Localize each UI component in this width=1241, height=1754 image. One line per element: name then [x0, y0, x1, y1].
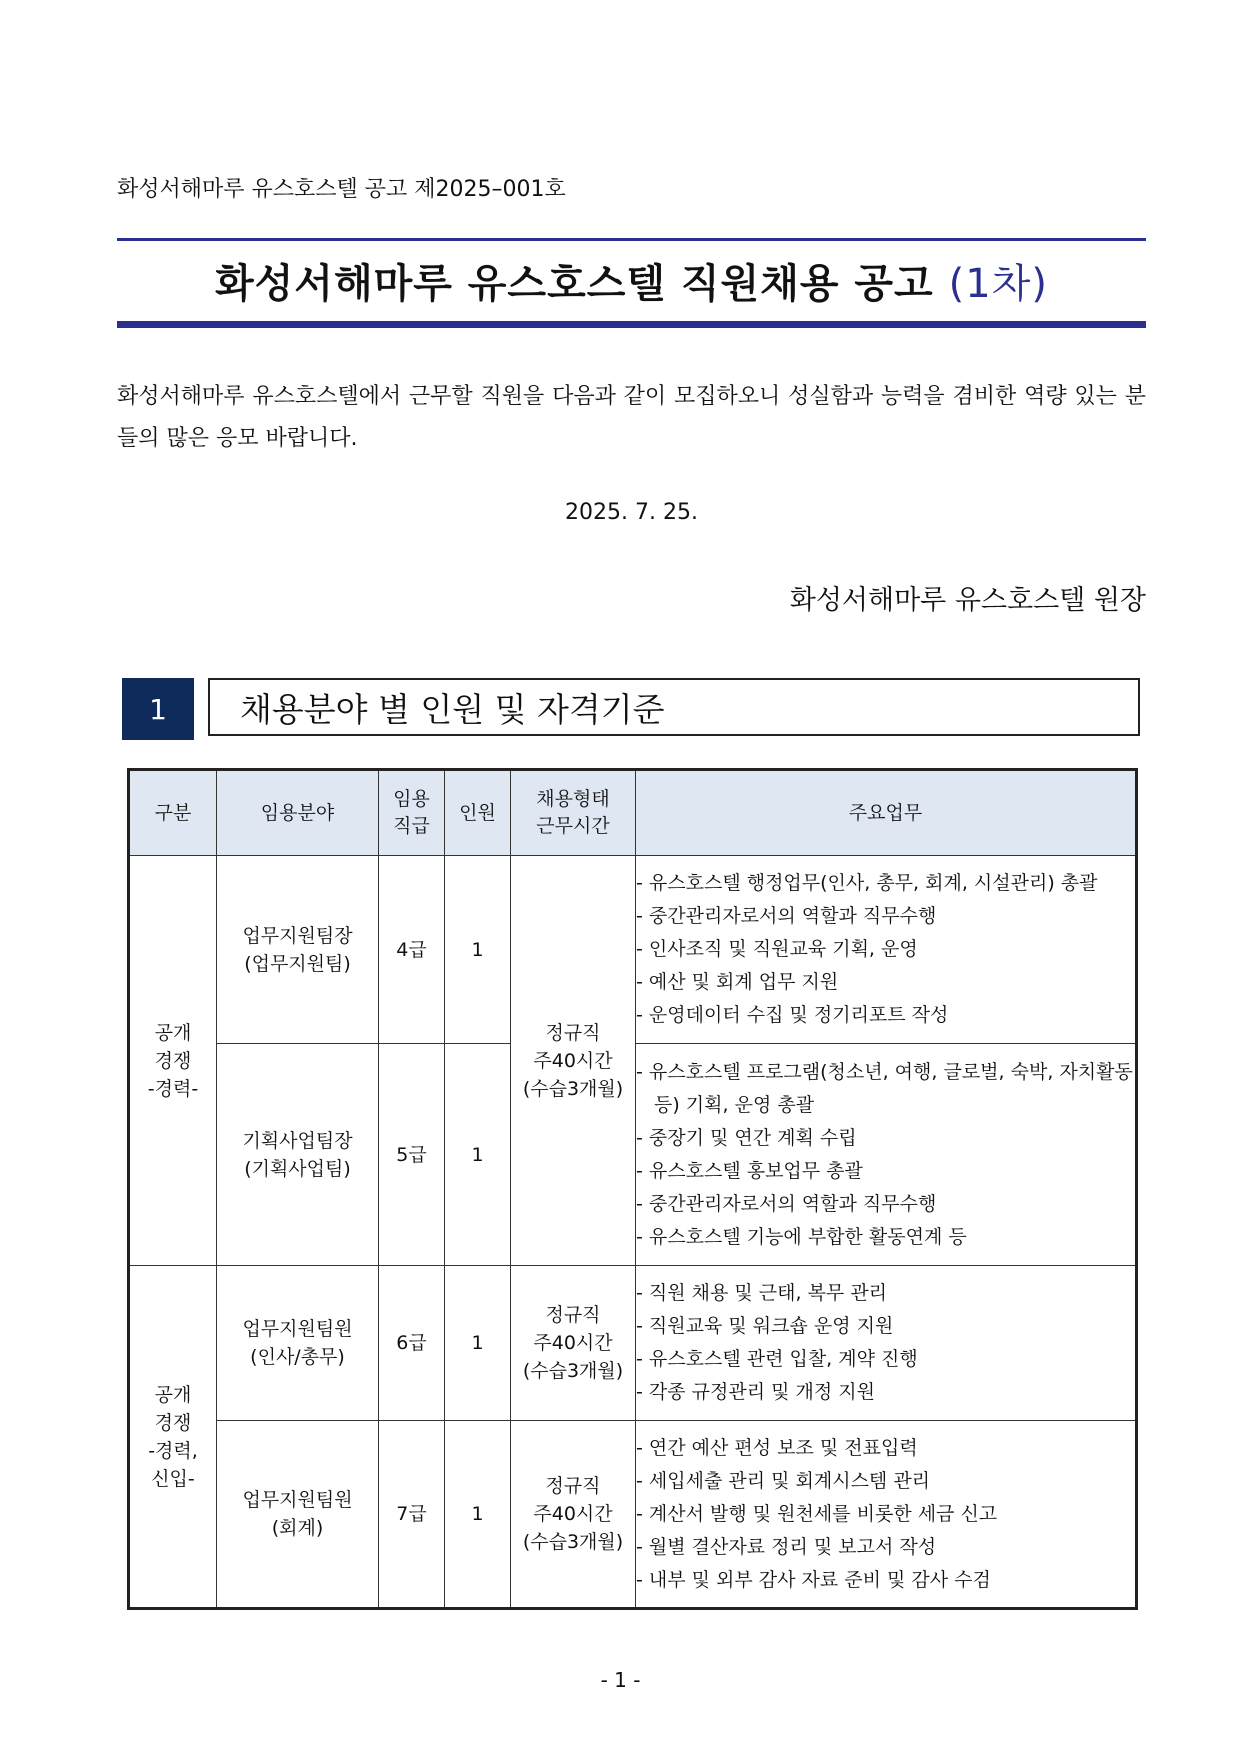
duty-item: - 월별 결산자료 정리 및 보고서 작성 [636, 1535, 937, 1558]
duty-item: - 각종 규정관리 및 개정 지원 [636, 1381, 875, 1403]
count-cell: 1 [445, 1044, 511, 1266]
duties-cell [636, 1266, 1137, 1421]
header-grade: 임용 직급 [379, 770, 445, 856]
count-cell: 1 [445, 1421, 511, 1609]
category-cell: 공개 경쟁 -경력, 신입- [129, 1266, 217, 1609]
intro-paragraph: 화성서해마루 유스호스텔에서 근무할 직원을 다음과 같이 모집하오니 성실함과 능력을 겸비한 역량 있는 분들의 많은 응모 바랍니다. [117, 384, 1146, 451]
header-field: 임용분야 [217, 770, 379, 856]
field-cell: 업무지원팀장 (업무지원팀) [217, 856, 379, 1044]
title-main: 화성서해마루 유스호스텔 직원채용 공고 [215, 261, 934, 307]
grade-cell: 7급 [379, 1421, 445, 1609]
duty-item: - 중장기 및 연간 계획 수립 [636, 1126, 857, 1149]
field-cell: 업무지원팀원 (인사/총무) [217, 1266, 379, 1421]
duty-item: - 유스호스텔 기능에 부합한 활동연계 등 [636, 1225, 967, 1248]
duty-item: - 중간관리자로서의 역할과 직무수행 [636, 905, 937, 927]
duty-item: - 연간 예산 편성 보조 및 전표입력 [636, 1436, 918, 1459]
employment-cell: 정규직 주40시간 (수습3개월) [511, 1421, 636, 1609]
category-cell: 공개 경쟁 -경력- [129, 856, 217, 1266]
notice-date: 2025. 7. 25. [565, 500, 698, 525]
signer: 화성서해마루 유스호스텔 원장 [789, 585, 1146, 616]
title-top-rule [117, 238, 1146, 241]
header-employment: 채용형태 근무시간 [511, 770, 636, 856]
duty-item: - 유스호스텔 프로그램(청소년, 여행, 글로벌, 숙박, 자치활동 등) 기획, 운영 총괄 [636, 1060, 1133, 1116]
header-category: 구분 [129, 770, 217, 856]
table-header-row [129, 770, 1137, 856]
grade-cell: 4급 [379, 856, 445, 1044]
title-suffix: (1차) [948, 261, 1048, 307]
recruitment-table [127, 768, 1138, 1610]
grade-cell: 6급 [379, 1266, 445, 1421]
duty-item: - 예산 및 회계 업무 지원 [636, 971, 839, 993]
field-cell: 기획사업팀장 (기획사업팀) [217, 1044, 379, 1266]
notice-number: 화성서해마루 유스호스텔 공고 제2025–001호 [117, 177, 566, 202]
duty-item: - 유스호스텔 관련 입찰, 계약 진행 [636, 1348, 918, 1370]
page-title [117, 252, 1146, 309]
duty-item: - 세입세출 관리 및 회계시스템 관리 [636, 1469, 931, 1492]
duty-item: - 직원 채용 및 근태, 복무 관리 [636, 1282, 888, 1304]
duty-item: - 유스호스텔 홍보업무 총괄 [636, 1159, 863, 1182]
duty-item: - 인사조직 및 직원교육 기획, 운영 [636, 938, 918, 960]
duty-item: - 유스호스텔 행정업무(인사, 총무, 회계, 시설관리) 총괄 [636, 872, 1098, 894]
field-cell: 업무지원팀원 (회계) [217, 1421, 379, 1609]
employment-cell: 정규직 주40시간 (수습3개월) [511, 1266, 636, 1421]
section-number-badge: 1 [122, 678, 194, 740]
table-row [129, 856, 1137, 1044]
duty-item: - 내부 및 외부 감사 자료 준비 및 감사 수검 [636, 1568, 991, 1591]
duties-cell [636, 856, 1137, 1044]
duty-item: - 중간관리자로서의 역할과 직무수행 [636, 1192, 937, 1215]
employment-cell: 정규직 주40시간 (수습3개월) [511, 856, 636, 1266]
count-cell: 1 [445, 856, 511, 1044]
table-row [129, 1421, 1137, 1609]
duties-cell [636, 1421, 1137, 1609]
header-count: 인원 [445, 770, 511, 856]
page-number: - 1 - [600, 1668, 641, 1692]
duties-cell [636, 1044, 1137, 1266]
duty-item: - 직원교육 및 워크숍 운영 지원 [636, 1315, 894, 1337]
title-bottom-rule [117, 321, 1146, 328]
table-row [129, 1266, 1137, 1421]
grade-cell: 5급 [379, 1044, 445, 1266]
duty-item: - 계산서 발행 및 원천세를 비롯한 세금 신고 [636, 1502, 998, 1525]
count-cell: 1 [445, 1266, 511, 1421]
duty-item: - 운영데이터 수집 및 정기리포트 작성 [636, 1004, 949, 1026]
header-duties: 주요업무 [636, 770, 1137, 856]
section-title: 채용분야 별 인원 및 자격기준 [208, 678, 1140, 736]
